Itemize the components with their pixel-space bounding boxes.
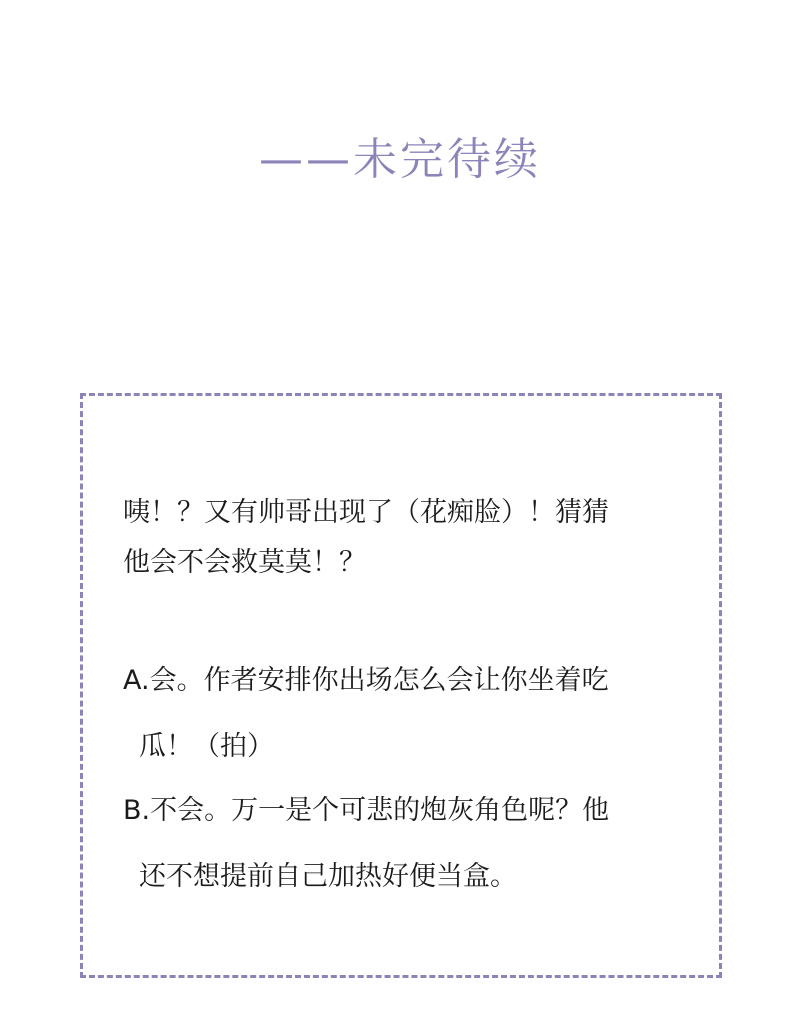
poll-option-b-line-2: 还不想提前自己加热好便当盒。 [139,861,517,892]
poll-option-a-line-2: 瓜！（拍） [139,731,274,762]
poll-question-line-2: 他会不会救莫莫！？ [123,547,366,578]
poll-option-a-line-1: A.会。作者安排你出场怎么会让你坐着吃 [123,665,609,696]
poll-option-b-line-1: B.不会。万一是个可悲的炮灰角色呢？他 [123,795,610,826]
poll-question-line-1: 咦！？又有帅哥出现了（花痴脸）！猜猜 [123,497,609,528]
poll-question [123,488,683,588]
to-be-continued-title: ——未完待续 [259,134,541,185]
